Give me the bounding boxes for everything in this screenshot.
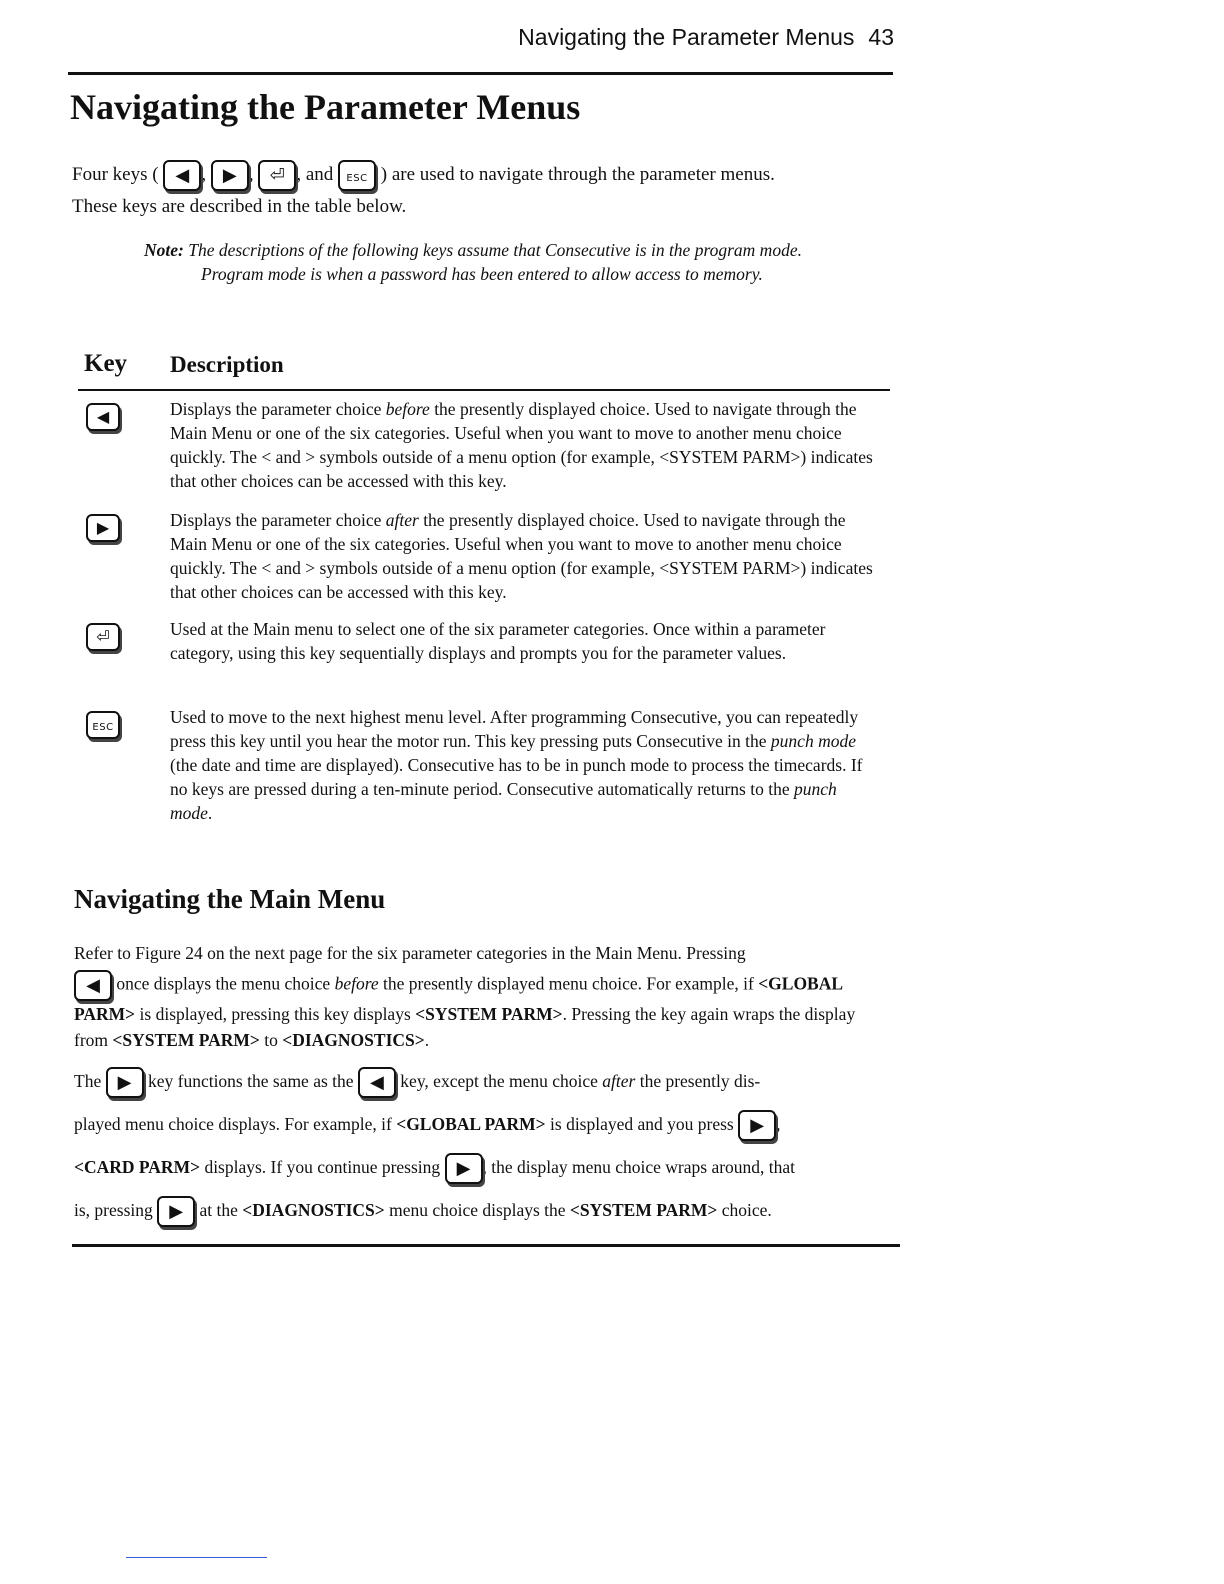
running-header [518, 24, 894, 51]
note [144, 238, 904, 286]
enter-key-icon: ⏎ [86, 623, 120, 651]
section-heading: Navigating the Main Menu [74, 884, 386, 914]
row-description [170, 397, 880, 493]
left-arrow-key-icon: ◀ [358, 1067, 396, 1098]
row-emphasis: punch mode [770, 731, 856, 751]
left-arrow-key-icon: ◀ [86, 403, 120, 431]
para-text: choice. [717, 1200, 772, 1220]
right-arrow-key-icon: ▶ [445, 1153, 483, 1184]
right-arrow-key-icon: ▶ [157, 1196, 195, 1227]
esc-key-label: ESC [92, 722, 114, 733]
para-bold: <DIAGNOSTICS> [282, 1030, 425, 1050]
para-text: is displayed and you press [545, 1114, 734, 1134]
row-description [170, 508, 880, 604]
running-title: Navigating the Parameter Menus [518, 24, 855, 50]
para-text: menu choice displays the [384, 1200, 570, 1220]
para-text: . Pressing the key again wraps the display from [74, 1004, 856, 1050]
row-text: Displays the parameter choice [170, 510, 386, 530]
para-text: key, except the menu choice [400, 1071, 603, 1091]
row-text: the presently displayed choice. Used to navigate through the Main Menu or one of the six categories. Useful when you want to move to another menu choice quickly. The < and > symbols outside of a menu option (for example, <SYSTEM PARM>) indicates that other choices can be accessed with this key. [170, 399, 873, 491]
left-arrow-key-icon: ◀ [74, 970, 112, 1001]
para-text: once displays the menu choice [112, 973, 335, 994]
row-description: Used at the Main menu to select one of the six parameter categories. Once within a parameter category, using this key sequentially displays and prompts you for the parameter values. [170, 619, 826, 663]
right-arrow-key-icon: ▶ [86, 514, 120, 542]
bottom-rule [72, 1244, 900, 1247]
row-emphasis: punch mode [170, 779, 837, 823]
esc-key-icon [86, 711, 120, 739]
intro-sep: , [248, 164, 254, 185]
footer-line [126, 1557, 267, 1558]
para-bold: <GLOBAL PARM> [396, 1114, 546, 1134]
para-text: , [776, 1114, 781, 1134]
note-line2: Program mode is when a password has been entered to allow access to memory. [201, 264, 763, 284]
top-rule [68, 72, 893, 75]
row-text: Used to move to the next highest menu level. After programming Consecutive, you can repeatedly press this key until you hear the motor run. This key pressing puts Consecutive in the [170, 707, 859, 751]
page-number: 43 [868, 24, 894, 50]
paragraph-main-menu-2 [74, 1060, 889, 1232]
para-text: is, pressing [74, 1200, 153, 1220]
para-text: displays. If you continue pressing [200, 1157, 441, 1177]
para-text: , the display menu choice wraps around, that [482, 1157, 796, 1177]
intro-sep: , [201, 164, 207, 185]
esc-key-icon [338, 160, 376, 191]
row-emphasis: before [385, 399, 430, 419]
para-bold: <SYSTEM PARM> [569, 1200, 718, 1220]
para-bold: <SYSTEM PARM> [415, 1004, 563, 1024]
row-description [170, 705, 880, 825]
para-bold: <DIAGNOSTICS> [242, 1200, 385, 1220]
para-emphasis: before [334, 973, 379, 994]
para-bold: <SYSTEM PARM> [112, 1030, 260, 1050]
para-bold: <CARD PARM> [74, 1157, 201, 1177]
intro-line2: These keys are described in the table below. [72, 196, 407, 217]
row-text: the presently displayed choice. Used to navigate through the Main Menu or one of the six categories. Useful when you want to move to another menu choice quickly. The < and > symbols outside of a menu option (for example, <SYSTEM PARM>) indicates that other choices can be accessed with this key. [170, 510, 873, 602]
para-text: to [259, 1030, 283, 1050]
table-header-rule [78, 389, 890, 391]
right-arrow-key-icon: ▶ [106, 1067, 144, 1098]
para-text: the presently dis- [635, 1071, 761, 1091]
para-text: at the [195, 1200, 243, 1220]
para-bold: <GLOBAL PARM> [74, 973, 843, 1024]
enter-key-icon: ⏎ [258, 160, 296, 191]
intro-prefix: Four keys ( [72, 164, 159, 185]
note-line1: The descriptions of the following keys assume that Consecutive is in the program mode. [188, 240, 802, 260]
right-arrow-key-icon: ▶ [738, 1110, 776, 1141]
row-text: (the date and time are displayed). Consecutive has to be in punch mode to process the timecards. If no keys are pressed during a ten-minute period. Consecutive automatically returns to the [170, 755, 863, 799]
para-text: The [74, 1071, 102, 1091]
para-text: Refer to Figure 24 on the next page for the six parameter categories in the Main Menu. Pressing [74, 943, 746, 963]
para-text: is displayed, pressing this key displays [135, 1004, 416, 1024]
table-header-description: Description [170, 352, 284, 377]
right-arrow-key-icon: ▶ [211, 160, 249, 191]
note-label: Note: [144, 240, 184, 260]
left-arrow-key-icon: ◀ [163, 160, 201, 191]
intro-and: , and [296, 164, 334, 185]
intro-suffix: ) are used to navigate through the parameter menus. [380, 164, 775, 185]
esc-key-label: ESC [346, 173, 368, 185]
row-emphasis: after [385, 510, 419, 530]
paragraph-main-menu-1 [74, 940, 889, 1053]
row-text: Displays the parameter choice [170, 399, 386, 419]
para-text: the presently displayed menu choice. For example, if [378, 973, 759, 994]
page-title: Navigating the Parameter Menus [70, 87, 581, 127]
para-text: key functions the same as the [147, 1071, 354, 1091]
table-header-key: Key [84, 350, 128, 377]
intro-paragraph [72, 158, 902, 222]
para-emphasis: after [602, 1071, 636, 1091]
para-text: . [424, 1030, 430, 1050]
para-text: played menu choice displays. For example, if [74, 1114, 397, 1134]
row-text: . [207, 803, 213, 823]
